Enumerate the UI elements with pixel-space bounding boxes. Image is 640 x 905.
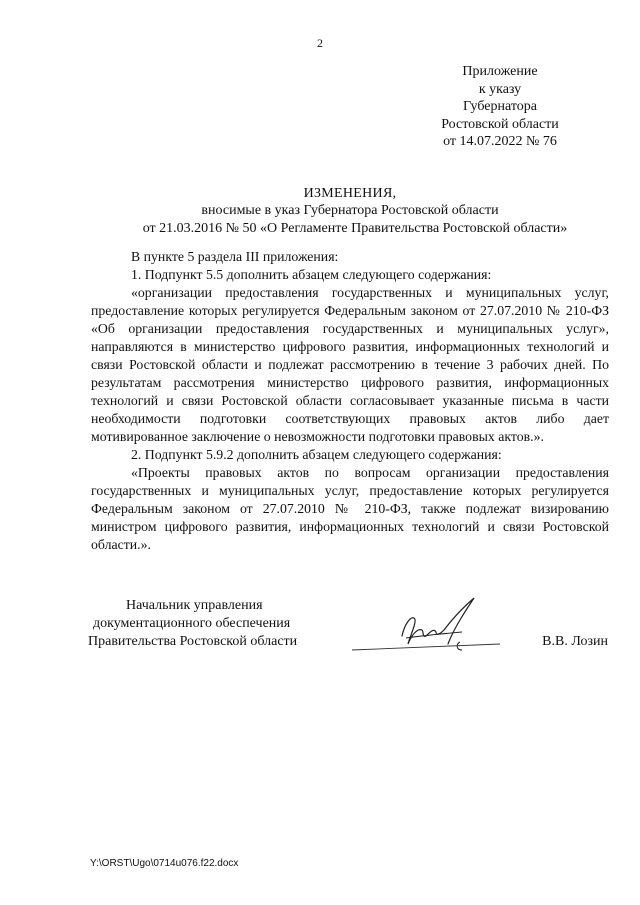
signer-position-line: Правительства Ростовской области <box>88 634 298 649</box>
heading-subtitle: вносимые в указ Губернатора Ростовской области <box>201 203 499 219</box>
file-path: Y:\ORST\Ugo\0714u076.f22.docx <box>90 858 239 869</box>
page-number: 2 <box>317 36 323 50</box>
handwritten-signature <box>350 592 510 662</box>
appendix-line: от 14.07.2022 № 76 <box>443 134 557 150</box>
body-paragraph: 1. Подпункт 5.5 дополнить абзацем следующего содержания: <box>131 267 492 282</box>
signer-position-line: Начальник управления <box>126 598 263 613</box>
appendix-line: Губернатора <box>462 99 538 115</box>
signer-position-line: документационного обеспечения <box>93 616 291 631</box>
signer-position <box>88 597 328 651</box>
body-paragraph: 2. Подпункт 5.9.2 дополнить абзацем следующего содержания: <box>131 447 502 462</box>
appendix-line: к указу <box>478 81 522 97</box>
body-paragraph: «Проекты правовых актов по вопросам организации предоставления государственных и муниципальных услуг, предоставление которых регулируется Федеральным законом от 27.07.2010 № 210-ФЗ, также подлежат визированию министром цифрового развития, информационных технологий и связи Ростовской области.». <box>91 465 609 552</box>
signature-block <box>88 597 608 667</box>
signer-name: В.В. Лозин <box>542 634 608 649</box>
appendix-line: Приложение <box>462 64 538 79</box>
body-paragraph: «организации предоставления государственных и муниципальных услуг, предоставление которых регулируется Федеральным законом от 27.07.2010 № 210-ФЗ «Об организации предоставления государственных и муниципальных услуг», направляются в министерство цифрового развития, информационных технологий и связи Ростовской области и подлежат рассмотрению в течение 3 рабочих дней. По результатам рассмотрения министерство цифрового развития, информационных технологий и связи Ростовской области согласовывает указанные письма в части необходимости подготовки соответствующих правовых актов либо дает мотивированное заключение о невозможности подготовки правовых актов.». <box>91 285 609 444</box>
heading-title: ИЗМЕНЕНИЯ, <box>303 186 397 201</box>
document-body <box>91 248 609 554</box>
document-heading <box>0 185 640 237</box>
appendix-block <box>420 63 580 151</box>
appendix-line: Ростовской области <box>441 116 559 132</box>
heading-subtitle: от 21.03.2016 № 50 «О Регламенте Правительства Ростовской области» <box>142 220 568 236</box>
body-paragraph: В пункте 5 раздела III приложения: <box>131 249 339 264</box>
